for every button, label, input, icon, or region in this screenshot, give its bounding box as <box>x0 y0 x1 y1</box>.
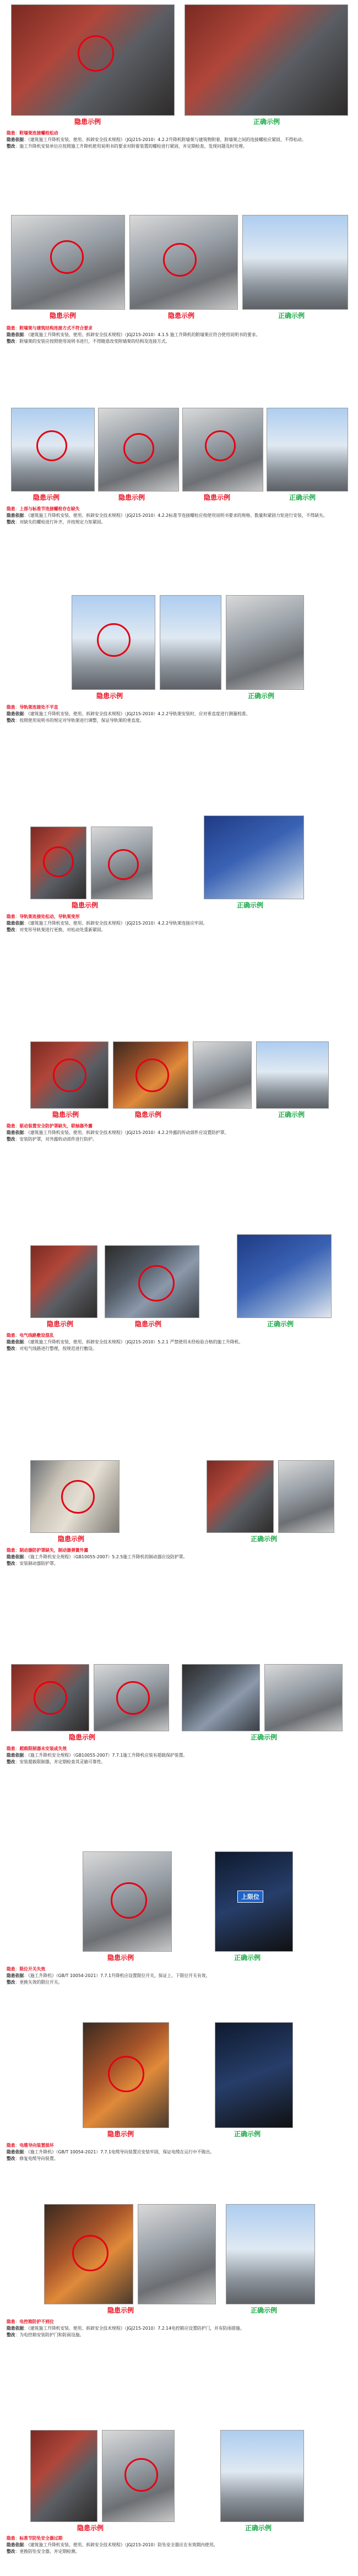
section-text: 隐患：附墙架与建筑结构连接方式不符合要求 隐患依据：《建筑施工升降机安装、使用、拆卸安全技术规程》（JGJ215-2010）4.1.5 施工升降机的附墙架应符合使用说明书的要求。 整改：附墙架的安装应按照使用说明书进行，不得随意改变附墙架的结构及连接方式。 <box>7 326 261 344</box>
highlight-circle <box>43 846 74 877</box>
section-8 <box>0 1389 358 1587</box>
correct-photo <box>215 1851 293 1952</box>
hazard-photo <box>193 1041 252 1109</box>
section-text: 隐患：上部与标准节连接螺栓存在缺失 隐患依据：《建筑施工升降机安装、使用、拆卸安全技术规程》（JGJ215-2010）4.2.2标准节连接螺栓应按使用说明书要求的规格、数量和紧固力矩进行安装，不得缺失。 整改：对缺失的螺栓进行补齐，并按规定力矩紧固。 <box>7 506 328 525</box>
section-4 <box>0 579 358 766</box>
correct-photo <box>226 595 304 690</box>
good-example-tag: 正确示例 <box>251 2307 278 2314</box>
section-text: 隐患：电气线路敷设混乱 隐患依据：《建筑施工升降机安装、使用、拆卸安全技术规程》（JGJ215-2010）5.2.1 严禁使用未经检验合格的施工升降机。 整改：对电气线路进行整理，按规范进行敷设。 <box>7 1333 243 1351</box>
hazard-photo <box>30 1245 97 1318</box>
correct-photo <box>207 1460 274 1533</box>
hazard-photo <box>72 595 155 690</box>
good-example-tag: 正确示例 <box>251 1733 278 1741</box>
highlight-circle <box>116 1681 150 1715</box>
hazard-photo <box>182 408 263 492</box>
section-text: 隐患：制动器防护罩缺失，制动器弹簧外露 隐患依据：《施工升降机安全规程》（GB10055-2007）5.2.5施工升降机的制动器应设防护罩。 整改：安装制动器防护罩。 <box>7 1548 188 1566</box>
section-2 <box>0 209 358 402</box>
section-text: 隐患：超载限制器未安装或失效 隐患依据：《施工升降机安全规程》（GB10055-2007）7.7.1施工升降机应装有超载保护装置。 整改：安装超载限制器，并定期检查其灵敏可靠性。 <box>7 1746 188 1764</box>
correct-photo <box>264 1664 343 1731</box>
good-example-tag: 正确示例 <box>245 2524 272 2532</box>
highlight-circle <box>123 433 154 464</box>
bad-example-tag: 隐患示例 <box>58 1535 85 1543</box>
hazard-photo <box>160 595 221 690</box>
highlight-circle <box>34 1681 67 1715</box>
highlight-circle <box>111 1882 147 1919</box>
bad-example-tag: 隐患示例 <box>135 1320 162 1328</box>
bad-example-tag: 隐患示例 <box>74 118 101 126</box>
section-text: 隐患：标准节防坠安全器过期 隐患依据：《建筑施工升降机安装、使用、拆卸安全技术规程》（JGJ215-2010）防坠安全器应在有效期内使用。 整改：更换防坠安全器，并定期检测。 <box>7 2536 218 2554</box>
section-12 <box>0 2193 358 2375</box>
section-text: 隐患：导轨架连接处松动、导轨架变形 隐患依据：《建筑施工升降机安装、使用、拆卸安全技术规程》（JGJ215-2010）4.2.2导轨架连接应牢固。 整改：对变形导轨架进行更换，对松动处重新紧固。 <box>7 914 208 932</box>
correct-photo <box>267 408 348 492</box>
hazard-photo <box>129 215 238 310</box>
hazard-photo <box>44 2204 133 2304</box>
section-11 <box>0 2011 358 2193</box>
hazard-photo <box>98 408 179 492</box>
bad-example-tag: 隐患示例 <box>204 494 231 501</box>
bad-example-tag: 隐患示例 <box>50 312 77 320</box>
section-3 <box>0 402 358 579</box>
correct-photo <box>220 2430 304 2522</box>
highlight-circle <box>108 2056 144 2092</box>
section-9 <box>0 1587 358 1791</box>
section-1 <box>0 0 358 209</box>
section-13 <box>0 2375 358 2576</box>
section-text: 隐患：导轨架连接处不平直 隐患依据：《建筑施工升降机安装、使用、拆卸安全技术规程》（JGJ215-2010）4.2.2导轨架安装时，应对垂直度进行测量校准。 整改：按照使用说明书的规定对导轨架进行调整，保证导轨架的垂直度。 <box>7 705 251 723</box>
hazard-photo <box>30 2430 97 2522</box>
highlight-circle <box>50 240 84 274</box>
device-label: 上限位 <box>237 1891 263 1903</box>
bad-example-tag: 隐患示例 <box>52 1111 79 1119</box>
highlight-circle <box>138 1265 175 1301</box>
correct-photo <box>256 1041 329 1109</box>
good-example-tag: 正确示例 <box>234 1954 261 1962</box>
section-7 <box>0 1168 358 1389</box>
hazard-photo <box>11 215 125 310</box>
good-example-tag: 正确示例 <box>278 312 305 320</box>
correct-photo <box>242 215 348 310</box>
section-text: 隐患：电缆导向装置损坏 隐患依据：《施工升降机》（GB/T 10054-2021）7.7.1电缆导向装置应安装牢固，保证电缆在运行中不脱出。 整改：修复电缆导向装置。 <box>7 2143 215 2161</box>
hazard-photo <box>91 827 153 899</box>
bad-example-tag: 隐患示例 <box>77 2524 104 2532</box>
bad-example-tag: 隐患示例 <box>135 1111 162 1119</box>
good-example-tag: 正确示例 <box>267 1320 294 1328</box>
highlight-circle <box>78 35 114 72</box>
highlight-circle <box>135 1059 169 1092</box>
hazard-photo <box>83 1851 172 1952</box>
correct-photo <box>237 1234 332 1318</box>
section-text: 隐患：驱动装置安全防护罩缺失，联轴器外露 隐患依据：《建筑施工升降机安装、使用、拆卸安全技术规程》（JGJ215-2010）4.2.2外露的传动部件应设置防护罩。 整改：安装防护罩，对外露转动部件进行防护。 <box>7 1124 229 1142</box>
hazard-photo <box>105 1245 199 1318</box>
section-10 <box>0 1791 358 2011</box>
good-example-tag: 正确示例 <box>248 692 275 700</box>
bad-example-tag: 隐患示例 <box>47 1320 74 1328</box>
section-text: 隐患：附墙架连接螺栓松动 隐患依据：《建筑施工升降机安装、使用、拆卸安全技术规程》（JGJ215-2010）4.2.2升降机附墙架与建筑物附着，附墙架之间的连接螺栓应紧固，不得松动。 整改：施工升降机安装单位应按照施工升降机使用说明书的要求对附着装置的螺栓进行紧固，并定期检查，发现问题及时处理。 <box>7 131 306 149</box>
good-example-tag: 正确示例 <box>289 494 316 501</box>
section-6 <box>0 964 358 1168</box>
hazard-photo <box>11 4 175 116</box>
section-text: 隐患：电控箱防护不到位 隐患依据：《建筑施工升降机安装、使用、拆卸安全技术规程》（JGJ215-2010）7.2.14电控箱应设置防护门，并有防雨措施。 整改：为电控箱安装防护门和防雨设施。 <box>7 2319 245 2337</box>
bad-example-tag: 隐患示例 <box>33 494 60 501</box>
good-example-tag: 正确示例 <box>251 1535 278 1543</box>
correct-photo <box>182 1664 260 1731</box>
correct-photo <box>226 2204 315 2304</box>
hazard-photo <box>102 2430 175 2522</box>
hazard-photo <box>94 1664 169 1731</box>
highlight-circle <box>72 2235 109 2271</box>
highlight-circle <box>124 2458 158 2492</box>
hazard-photo <box>113 1041 188 1109</box>
hazard-photo <box>11 1664 89 1731</box>
hazard-photo <box>30 1460 120 1533</box>
correct-photo <box>278 1460 334 1533</box>
highlight-circle <box>36 430 67 461</box>
highlight-circle <box>97 623 131 657</box>
good-example-tag: 正确示例 <box>237 901 264 909</box>
hazard-photo <box>11 408 95 492</box>
section-5 <box>0 766 358 964</box>
highlight-circle <box>61 1480 95 1514</box>
good-example-tag: 正确示例 <box>253 118 280 126</box>
bad-example-tag: 隐患示例 <box>107 2307 134 2314</box>
highlight-circle <box>108 849 139 880</box>
good-example-tag: 正确示例 <box>278 1111 305 1119</box>
highlight-circle <box>53 1059 86 1092</box>
hazard-photo <box>83 2022 169 2128</box>
hazard-photo <box>138 2204 216 2304</box>
hazard-photo <box>30 1041 109 1109</box>
highlight-circle <box>205 430 236 461</box>
hazard-photo <box>30 827 86 899</box>
bad-example-tag: 隐患示例 <box>69 1733 96 1741</box>
bad-example-tag: 隐患示例 <box>107 2130 134 2138</box>
bad-example-tag: 隐患示例 <box>72 901 99 909</box>
bad-example-tag: 隐患示例 <box>118 494 145 501</box>
bad-example-tag: 隐患示例 <box>168 312 195 320</box>
bad-example-tag: 隐患示例 <box>96 692 123 700</box>
correct-photo <box>185 4 348 116</box>
correct-photo <box>204 816 304 899</box>
correct-photo <box>215 2022 293 2128</box>
highlight-circle <box>163 243 197 277</box>
section-text: 隐患：限位开关失效 隐患依据：《施工升降机》（GB/T 10054-2021）7.7.1升降机应设置限位开关，保证上、下限位开关有效。 整改：更换失效的限位开关。 <box>7 1967 210 1985</box>
good-example-tag: 正确示例 <box>234 2130 261 2138</box>
bad-example-tag: 隐患示例 <box>107 1954 134 1962</box>
